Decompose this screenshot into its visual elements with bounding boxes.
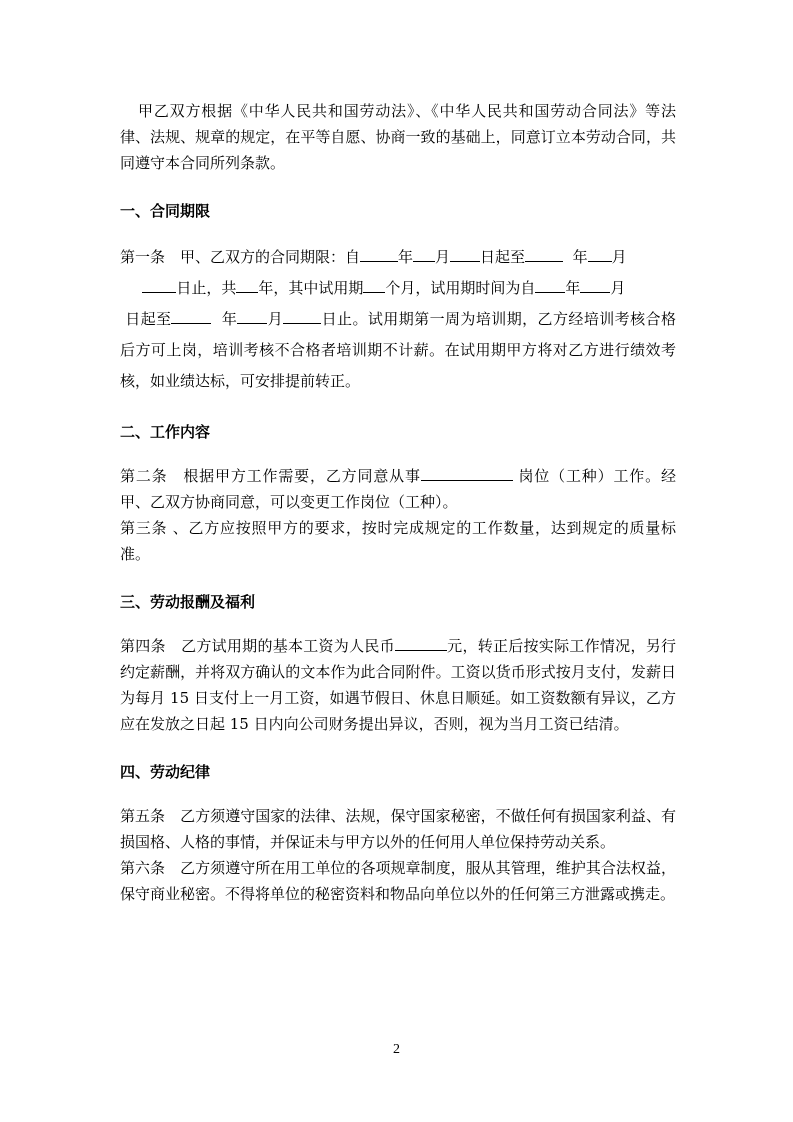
article-1-text: 月: [435, 248, 451, 266]
article-1-text: 年，其中试用期: [258, 279, 364, 297]
article-4-text: 元，转正后按实际工作情况，另行约定薪酬，并将双方确认的文本作为此合同附件。工资以货币形式按月支付，发薪日为每月 15 日支付上一月工资，如遇节假日、休息日顺延。如工资数额有异议，乙方应在发放之日起 15 日内向公司财务提出异议，否则，视为当月工资已结清。: [120, 637, 676, 733]
article-1-text: 年: [221, 310, 238, 328]
blank-probation-start-year: [535, 277, 565, 293]
section-heading-term: 一、合同期限: [120, 202, 211, 220]
blank-end-day: [142, 277, 176, 293]
article-1-text: 月: [610, 279, 626, 297]
blank-probation-end-month: [237, 308, 267, 324]
article-1-continuation: [120, 279, 676, 390]
article-2: [120, 463, 676, 515]
article-2-text: 第二条 根据甲方工作需要，乙方同意从事: [120, 467, 421, 485]
page-number: 2: [393, 1042, 400, 1057]
blank-probation-start-month: [580, 277, 610, 293]
article-6: 第六条 乙方须遵守所在用工单位的各项规章制度，服从其管理，维护其合法权益，保守商业秘密。不得将单位的秘密资料和物品向单位以外的任何第三方泄露或携走。: [120, 859, 676, 903]
blank-probation-months: [363, 277, 385, 293]
blank-end-year: [525, 246, 563, 262]
article-4: [120, 633, 676, 737]
article-2-text: 岗位（工种）工作。经甲、乙双方协商同意，可以变更工作岗位（工种）。: [120, 467, 676, 511]
blank-start-day: [450, 246, 480, 262]
document-body: [120, 98, 676, 907]
article-1-text: 年: [565, 279, 581, 297]
article-1-text: 日止。试用期第一周为培训期，乙方经培训考核合格后方可上岗，培训考核不合格者培训期不计薪。在试用期甲方将对乙方进行绩效考核，如业绩达标，可安排提前转正。: [120, 310, 676, 390]
blank-position: [421, 465, 513, 481]
article-1-text: 年: [398, 248, 414, 266]
intro-paragraph: 甲乙双方根据《中华人民共和国劳动法》、《中华人民共和国劳动合同法》等法律、法规、规章的规定，在平等自愿、协商一致的基础上，同意订立本劳动合同，共同遵守本合同所列条款。: [120, 102, 676, 172]
article-1-text: 第一条 甲、乙双方的合同期限：自: [120, 248, 361, 266]
article-1-text: 年: [572, 248, 588, 266]
article-1-text: 月: [611, 248, 627, 266]
blank-start-month: [413, 246, 435, 262]
section-heading-remuneration: 三、劳动报酬及福利: [120, 593, 256, 611]
article-1-text: 个月，试用期时间为自: [385, 279, 536, 297]
blank-total-years: [236, 277, 258, 293]
article-1-text: 日止，共: [176, 279, 237, 297]
article-1-text: 月: [267, 310, 284, 328]
blank-probation-end-day: [283, 308, 321, 324]
section-heading-work-content: 二、工作内容: [120, 423, 211, 441]
article-1-text: 日起至: [480, 248, 526, 266]
article-4-text: 第四条 乙方试用期的基本工资为人民币: [120, 637, 395, 655]
article-1: [120, 242, 676, 397]
blank-end-month: [588, 246, 612, 262]
article-5: 第五条 乙方须遵守国家的法律、法规，保守国家秘密，不做任何有损国家利益、有损国格、人格的事情，并保证未与甲方以外的任何用人单位保持劳动关系。: [120, 807, 676, 851]
blank-salary: [395, 635, 447, 651]
blank-start-year: [360, 246, 398, 262]
article-3: 第三条 、乙方应按照甲方的要求，按时完成规定的工作数量，达到规定的质量标准。: [120, 519, 676, 563]
blank-probation-end-year: [171, 308, 211, 324]
section-heading-discipline: 四、劳动纪律: [120, 763, 211, 781]
article-1-text: 日起至: [125, 310, 172, 328]
